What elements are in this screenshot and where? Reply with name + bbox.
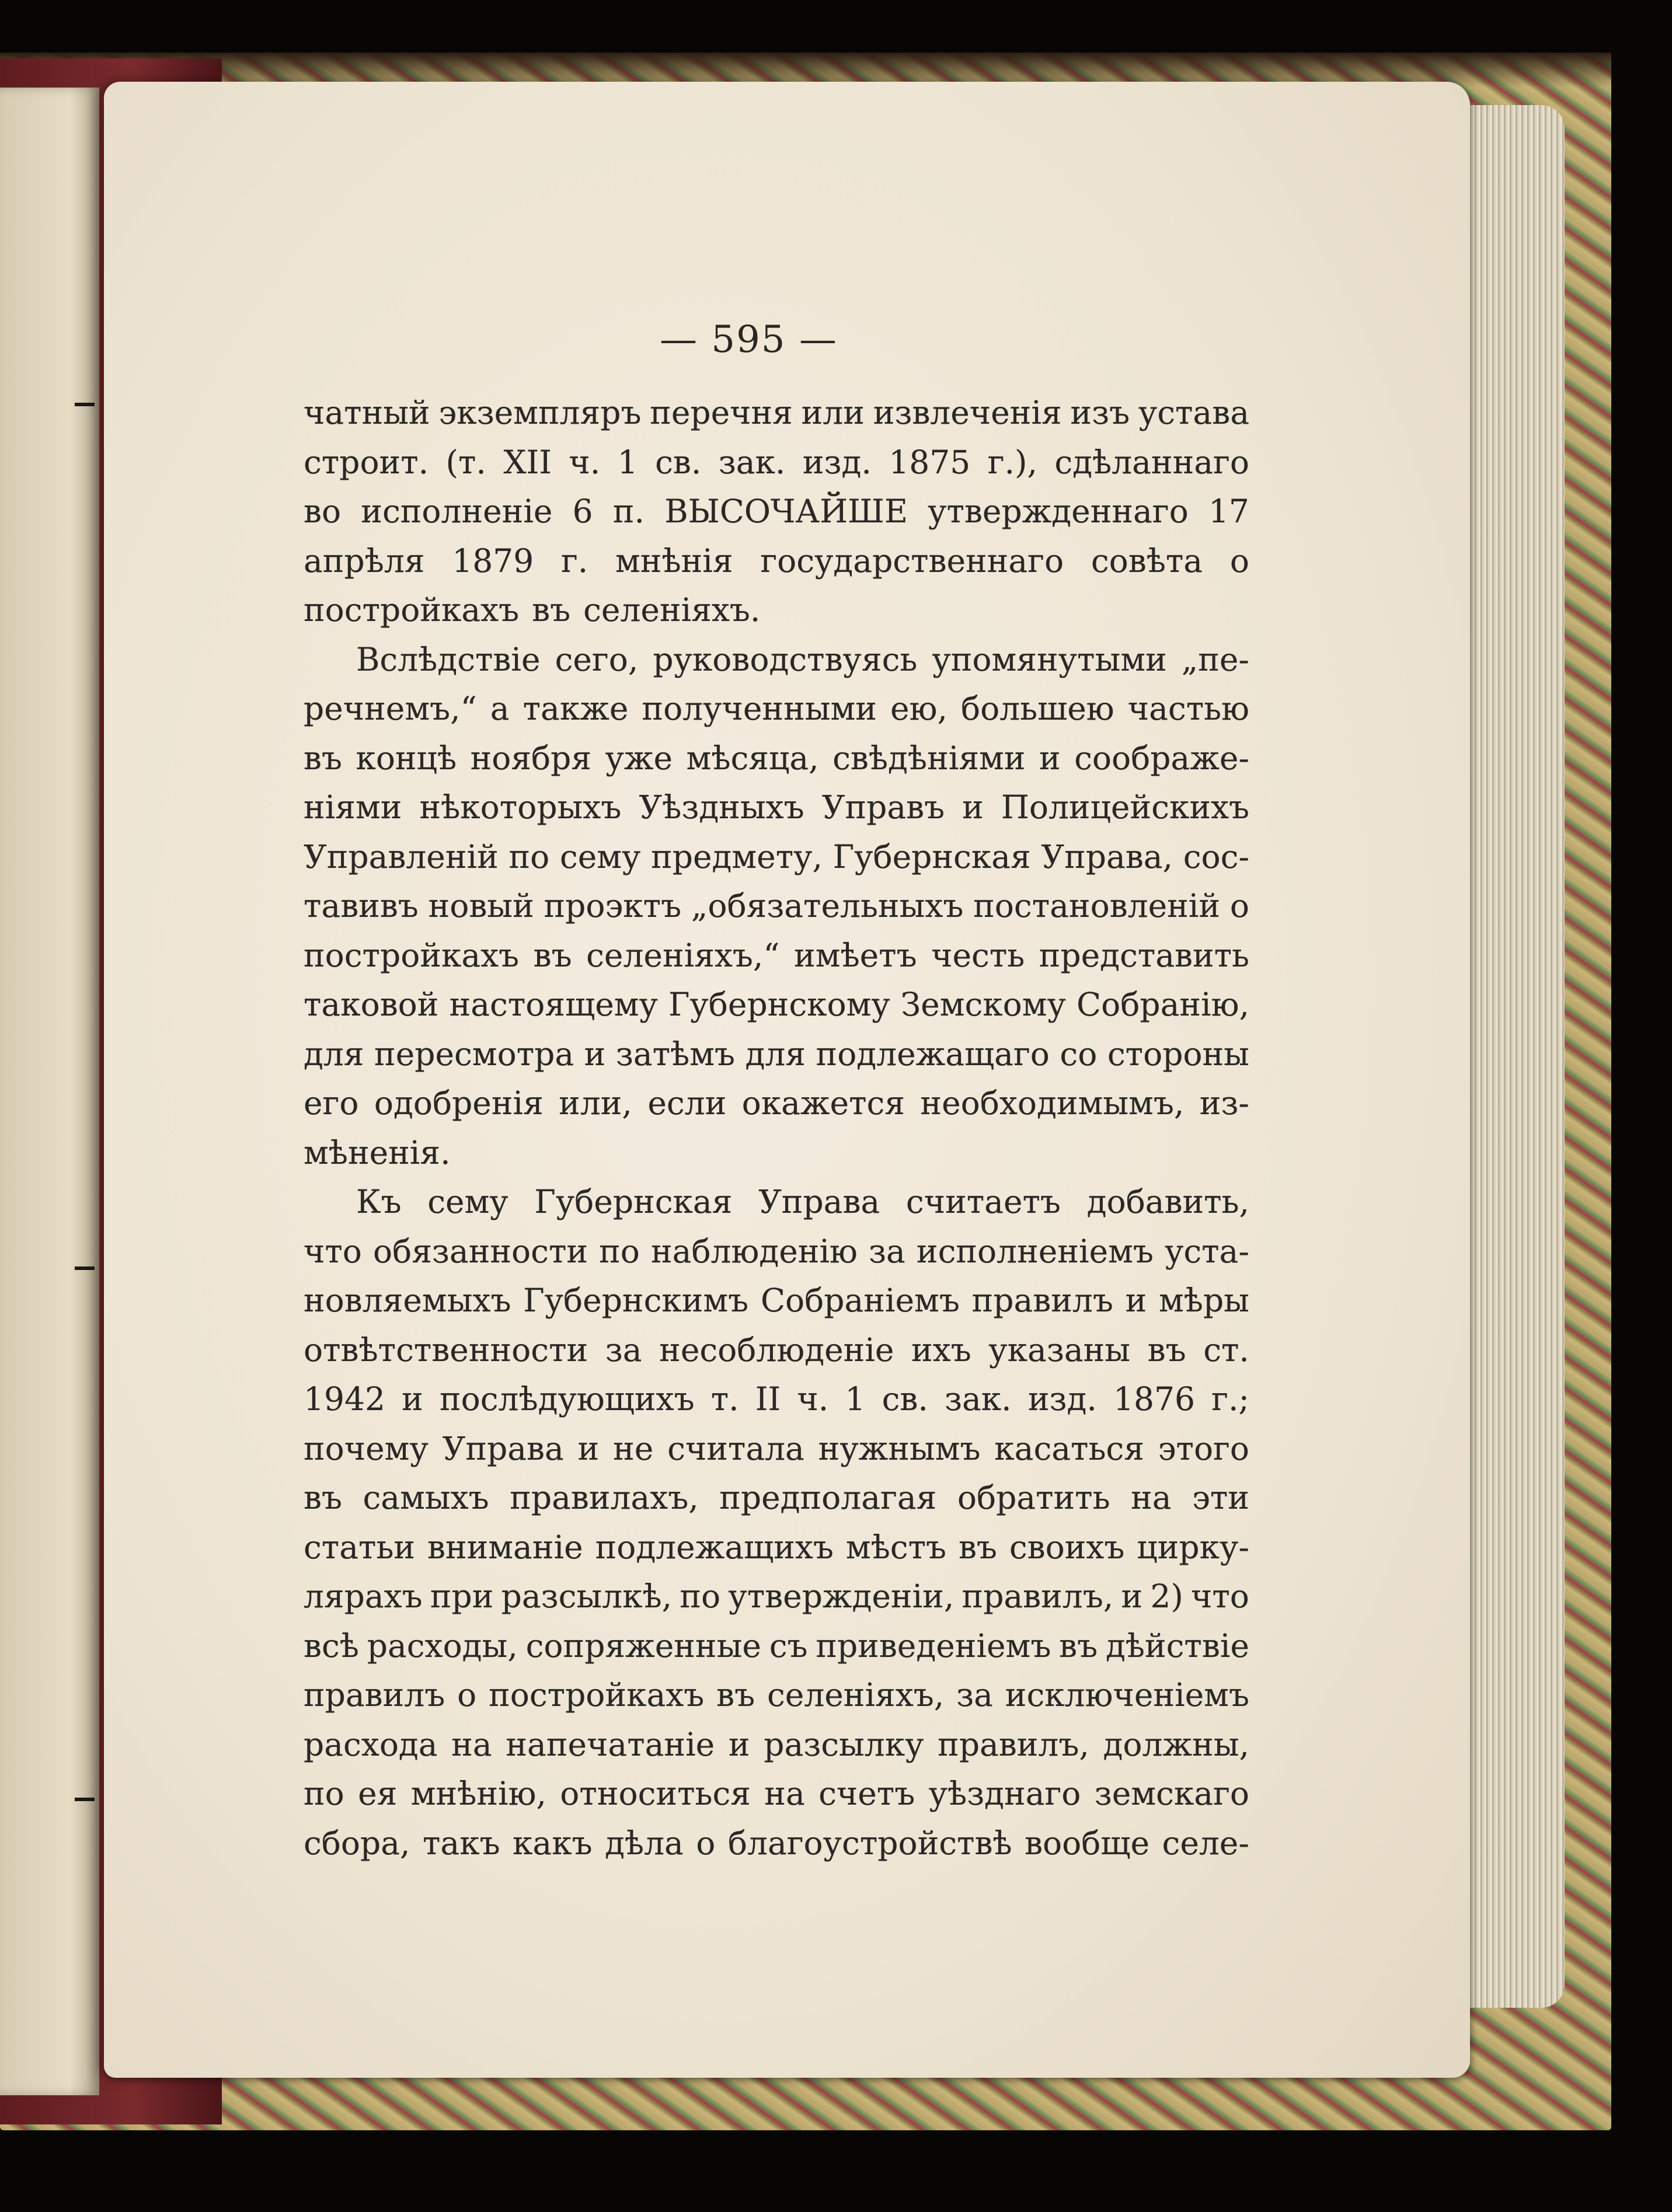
word: 1 (845, 1380, 866, 1418)
text-line (304, 1227, 1249, 1276)
word: большею (961, 690, 1114, 727)
word: (т. (445, 443, 486, 481)
text-line (304, 881, 1249, 931)
word: ею, (890, 690, 948, 727)
word: наблюденію (651, 1232, 858, 1270)
word: „пе- (1181, 640, 1249, 678)
word: мнѣнія (615, 542, 733, 580)
word: дѣла (605, 1824, 684, 1862)
word: утвержденіи, (728, 1578, 955, 1615)
word: исполненіемъ (916, 1232, 1154, 1270)
word: уже (605, 739, 673, 777)
word: зак. (945, 1380, 1012, 1418)
word: постановленій (973, 887, 1221, 924)
word: ВЫСОЧАЙШЕ (664, 493, 908, 530)
word: въ (533, 936, 572, 974)
word: приведеніемъ (816, 1627, 1051, 1665)
word: въ (716, 1676, 755, 1714)
word: подлежащаго (816, 1035, 1050, 1073)
text-line (304, 585, 1249, 635)
word: не (613, 1429, 654, 1467)
word: сдѣланнаго (1054, 443, 1249, 481)
word: своихъ (1009, 1528, 1125, 1566)
word: 2) (1150, 1578, 1183, 1615)
word: окажется (741, 1084, 905, 1122)
word: счетъ (818, 1775, 915, 1812)
word: указаны (988, 1331, 1131, 1369)
word: исключеніемъ (1005, 1676, 1249, 1714)
word: вниманіе (427, 1528, 583, 1566)
page-number: — 595 — (660, 318, 838, 361)
word: апрѣля (304, 542, 425, 580)
word: по (508, 838, 550, 875)
word: сос- (1183, 838, 1249, 875)
word: считала (667, 1429, 804, 1467)
word: считаетъ (905, 1183, 1061, 1220)
text-line (304, 536, 1249, 586)
word: 1942 (304, 1380, 385, 1418)
word: Уѣздныхъ (639, 788, 804, 826)
word: г.), (987, 443, 1037, 481)
word: за (956, 1676, 993, 1714)
word: въ (304, 739, 342, 777)
word: уста- (1164, 1232, 1249, 1270)
word: новый (428, 887, 534, 924)
word: дѣйствіе (1105, 1627, 1249, 1665)
word: для (745, 1035, 806, 1073)
word: и (1039, 739, 1061, 777)
word: стороны (1107, 1035, 1249, 1073)
word: извлеченія (873, 394, 1062, 431)
word: разсылкѣ, (501, 1578, 673, 1615)
text-line (304, 832, 1249, 882)
word: проэктъ (544, 887, 682, 924)
word: государственнаго (760, 542, 1064, 580)
word: изд. (802, 443, 872, 481)
word: перечня (650, 394, 793, 431)
word: правилъ, (962, 1578, 1114, 1615)
word: разсылку (764, 1725, 924, 1763)
word: во (304, 493, 342, 530)
word: за (605, 1331, 642, 1369)
word: частью (1127, 690, 1249, 727)
word: самыхъ (363, 1479, 489, 1516)
text-line (304, 1572, 1249, 1621)
word: ніями (304, 788, 402, 826)
word: и (577, 1429, 600, 1467)
text-line (304, 1621, 1249, 1671)
text-line (304, 635, 1249, 685)
thread-mark (75, 1798, 95, 1801)
word: всѣ (304, 1627, 359, 1665)
word: сему (559, 838, 641, 875)
word: затѣмъ (615, 1035, 735, 1073)
word: по (304, 1775, 344, 1812)
word: изд. (1027, 1380, 1097, 1418)
thread-mark (75, 403, 95, 406)
word: таковой (304, 986, 439, 1023)
word: по (680, 1578, 721, 1615)
word: 1875 (889, 443, 971, 481)
word: несоблюденіе (659, 1331, 894, 1369)
word: св. (655, 443, 702, 481)
page-text (304, 388, 1249, 1868)
word: въ (532, 591, 571, 629)
word: что (304, 1232, 362, 1270)
word: ч. (797, 1380, 829, 1418)
text-line (304, 783, 1249, 832)
word: изъ (1070, 394, 1130, 431)
word: сопряженные (525, 1627, 761, 1665)
word: и (962, 788, 984, 826)
word: правилъ (304, 1676, 445, 1714)
word: Вслѣдствіе (356, 640, 541, 678)
text-line (304, 1177, 1249, 1227)
text-line (304, 931, 1249, 981)
text-line (304, 487, 1249, 536)
word: обратить (957, 1479, 1110, 1516)
word: а (490, 690, 510, 727)
word: утвержденнаго (928, 493, 1189, 530)
word: экземпляръ (438, 394, 642, 431)
word: этого (1158, 1429, 1249, 1467)
word: селеніяхъ, (767, 1676, 945, 1714)
word: Губернскимъ (523, 1282, 749, 1319)
word: съ (769, 1627, 808, 1665)
word: въ (1059, 1627, 1098, 1665)
text-line (304, 1276, 1249, 1325)
word: постройкахъ (489, 1676, 705, 1714)
thread-mark (75, 1267, 95, 1270)
text-line (304, 1473, 1249, 1523)
word: послѣдующихъ (439, 1380, 695, 1418)
word: „обязательныхъ (691, 887, 964, 924)
word: честь (931, 936, 1025, 974)
word: постройкахъ (304, 591, 520, 629)
word: зак. (718, 443, 786, 481)
word: Земскому (900, 986, 1066, 1023)
word: г. (560, 542, 588, 580)
word: т. (710, 1380, 739, 1418)
word: Къ (356, 1183, 402, 1220)
word: необходимымъ, (920, 1084, 1185, 1122)
text-line (304, 1670, 1249, 1720)
word: если (647, 1084, 727, 1122)
word: устава (1138, 394, 1249, 431)
word: селеніяхъ. (583, 591, 761, 629)
word: и (1121, 1578, 1143, 1615)
word: и (728, 1725, 750, 1763)
word: уѣзднаго (928, 1775, 1081, 1812)
word: сего, (555, 640, 639, 678)
word: п. (612, 493, 645, 530)
word: вообще (1025, 1824, 1150, 1862)
text-line (304, 1720, 1249, 1770)
word: мѣсяца, (686, 739, 819, 777)
word: нужнымъ (818, 1429, 981, 1467)
word: въ (1147, 1331, 1186, 1369)
text-line (304, 1523, 1249, 1572)
word: какъ (513, 1824, 593, 1862)
word: отвѣтственности (304, 1331, 588, 1369)
word: добавить, (1086, 1183, 1249, 1220)
word: ея (358, 1775, 398, 1812)
word: почему (304, 1429, 429, 1467)
text-line (304, 1128, 1249, 1178)
word: о (696, 1824, 716, 1862)
text-line (304, 1424, 1249, 1474)
word: благоустройствѣ (727, 1824, 1012, 1862)
word: также (522, 690, 629, 727)
word: мѣры (1159, 1282, 1249, 1319)
word: постройкахъ (304, 936, 520, 974)
word: при (430, 1578, 494, 1615)
word: 1 (617, 443, 638, 481)
word: речнемъ,“ (304, 690, 477, 727)
word: пересмотра (374, 1035, 574, 1073)
word: исполненіе (361, 493, 553, 530)
word: расхода (304, 1725, 438, 1763)
word: на (1131, 1479, 1172, 1516)
text-line (304, 1325, 1249, 1375)
word: предмету, (651, 838, 823, 875)
text-line (304, 1030, 1249, 1079)
word: II (755, 1380, 781, 1418)
word: за (869, 1232, 905, 1270)
text-line (304, 980, 1249, 1030)
word: ч. (569, 443, 601, 481)
word: упомянутыми (932, 640, 1167, 678)
word: правилахъ, (510, 1479, 699, 1516)
word: чатный (304, 394, 430, 431)
word: на (451, 1725, 492, 1763)
word: новляемыхъ (304, 1282, 511, 1319)
word: правилъ, (938, 1725, 1089, 1763)
word: концѣ (356, 739, 457, 777)
word: и (1125, 1282, 1147, 1319)
word: имѣетъ (794, 936, 917, 974)
word: Полицейскихъ (1001, 788, 1249, 826)
word: что (1191, 1578, 1249, 1615)
word: тавивъ (304, 887, 419, 924)
word: о (1229, 542, 1249, 580)
word: св. (882, 1380, 928, 1418)
text-line (304, 1374, 1249, 1424)
word: 6 (572, 493, 593, 530)
word: статьи (304, 1528, 416, 1566)
word: Собраніемъ (760, 1282, 960, 1319)
text-line (304, 438, 1249, 487)
word: въ (958, 1528, 997, 1566)
word: одобренія (374, 1084, 544, 1122)
word: настоящему (449, 986, 658, 1023)
word: напечатаніе (506, 1725, 715, 1763)
word: XII (503, 443, 552, 481)
word: мнѣнію, (410, 1775, 546, 1812)
word: Губернская (832, 838, 1031, 875)
word: ст. (1203, 1331, 1249, 1369)
word: свѣдѣніями (832, 739, 1026, 777)
word: со (1060, 1035, 1098, 1073)
word: 1879 (452, 542, 534, 580)
word: и (584, 1035, 606, 1073)
word: Управа (442, 1429, 564, 1467)
text-line (304, 388, 1249, 438)
word: нѣкоторыхъ (419, 788, 622, 826)
word: сбора, (304, 1824, 410, 1862)
word: или, (559, 1084, 632, 1122)
word: по (599, 1232, 640, 1270)
text-line (304, 684, 1249, 734)
word: соображе- (1074, 739, 1249, 777)
facing-page-edge (0, 88, 99, 2095)
word: Управа (758, 1183, 880, 1220)
word: 17 (1208, 493, 1249, 530)
text-line (304, 1819, 1249, 1868)
word: цирку- (1137, 1528, 1249, 1566)
text-line (304, 734, 1249, 783)
word: обязанности (373, 1232, 588, 1270)
word: Управа, (1041, 838, 1173, 875)
word: такъ (422, 1824, 500, 1862)
word: ихъ (911, 1331, 971, 1369)
word: Собранію, (1077, 986, 1249, 1023)
word: Губернскому (668, 986, 890, 1023)
word: мѣстъ (845, 1528, 947, 1566)
word: о (457, 1676, 477, 1714)
word: селе- (1162, 1824, 1249, 1862)
word: Губернская (534, 1183, 733, 1220)
word: подлежащихъ (595, 1528, 834, 1566)
word: земскаго (1094, 1775, 1249, 1812)
word: относиться (560, 1775, 751, 1812)
word: руководствуясь (653, 640, 918, 678)
word: касаться (994, 1429, 1144, 1467)
word: правилъ (971, 1282, 1113, 1319)
word: и (402, 1380, 423, 1418)
word: совѣта (1091, 542, 1203, 580)
word: Управъ (821, 788, 945, 826)
word: должны, (1103, 1725, 1249, 1763)
word: въ (304, 1479, 342, 1516)
word: сему (427, 1183, 508, 1220)
word: из- (1199, 1084, 1249, 1122)
word: мѣненія. (304, 1133, 451, 1171)
text-line (304, 1769, 1249, 1819)
word: полученными (642, 690, 877, 727)
word: для (304, 1035, 364, 1073)
word: 1876 (1113, 1380, 1195, 1418)
word: Управленій (304, 838, 499, 875)
word: лярахъ (304, 1578, 423, 1615)
word: или (801, 394, 865, 431)
word: г.; (1211, 1380, 1249, 1418)
word: ноября (470, 739, 592, 777)
word: селеніяхъ,“ (586, 936, 780, 974)
word: строит. (304, 443, 429, 481)
word: о (1229, 887, 1249, 924)
word: расходы, (367, 1627, 518, 1665)
word: его (304, 1084, 359, 1122)
word: на (764, 1775, 805, 1812)
word: эти (1192, 1479, 1249, 1516)
word: представить (1039, 936, 1249, 974)
text-line (304, 1079, 1249, 1128)
word: предполагая (719, 1479, 937, 1516)
